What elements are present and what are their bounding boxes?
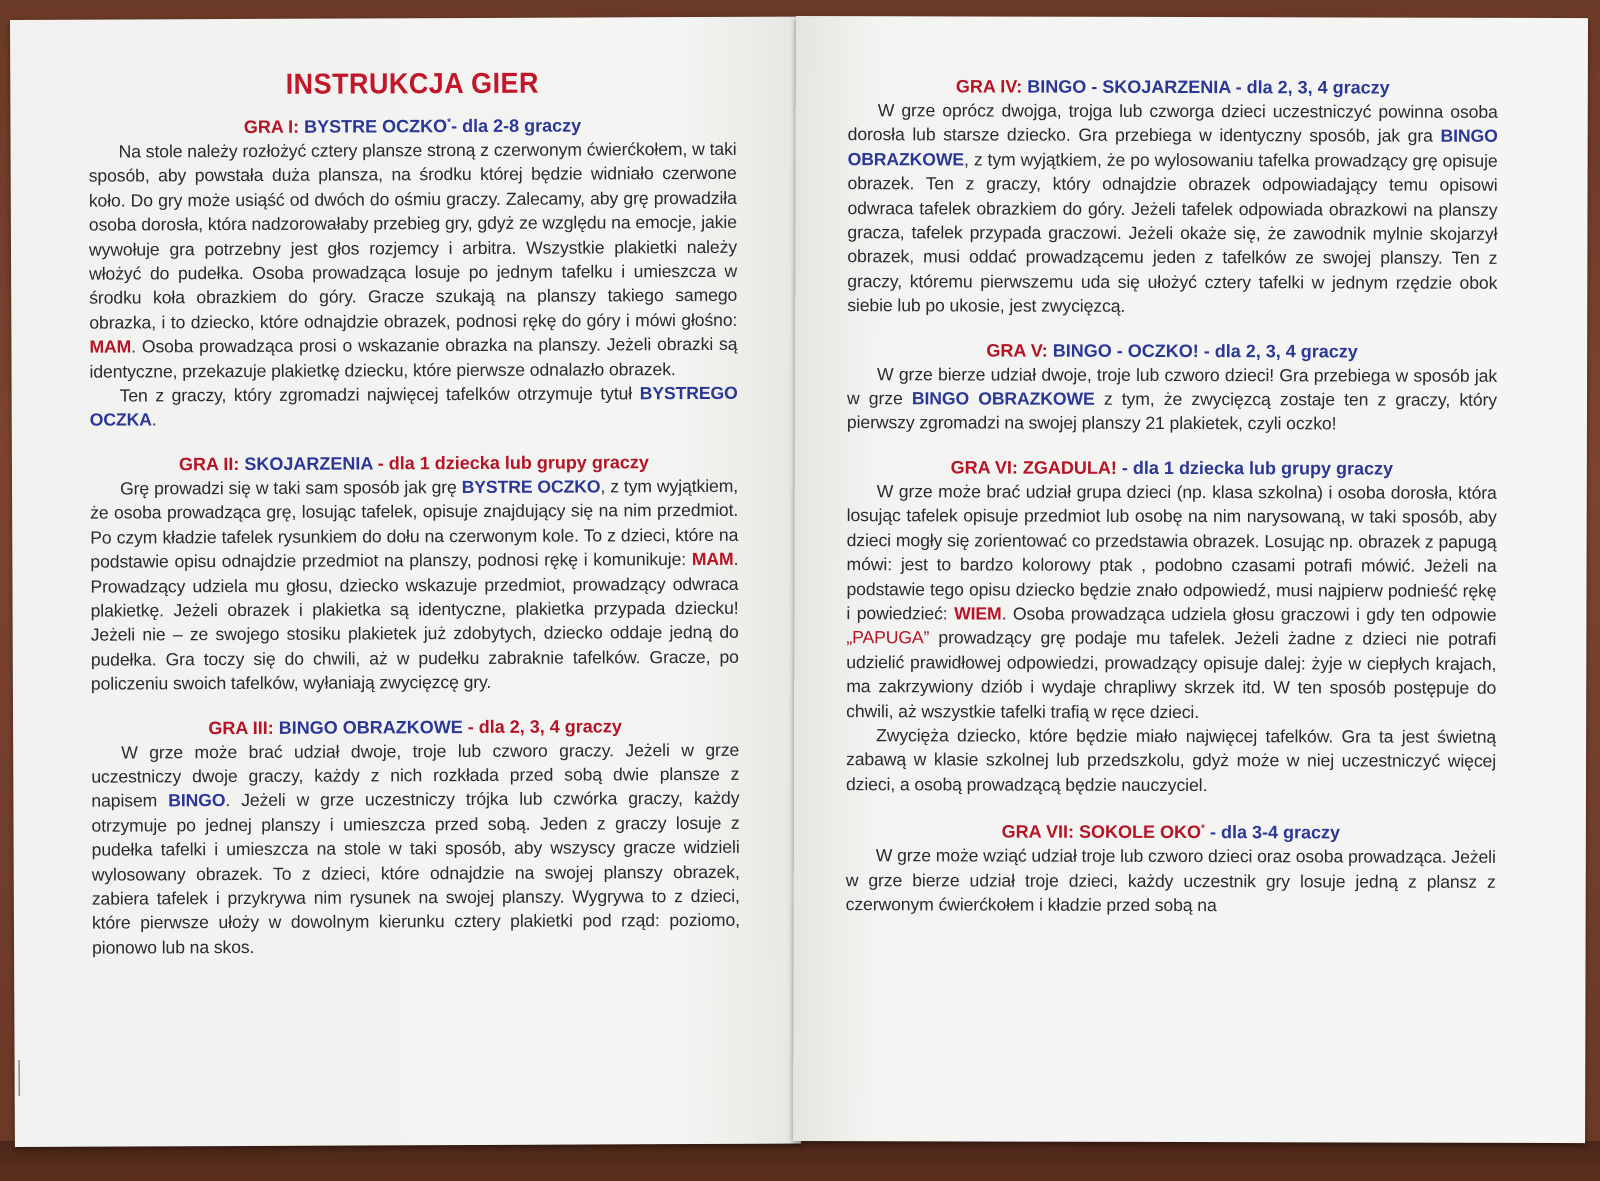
game2-number: GRA II: bbox=[178, 453, 240, 475]
game7-players: - dla 3-4 graczy bbox=[1209, 822, 1341, 843]
page-edge-mark bbox=[19, 1060, 20, 1096]
game3-heading bbox=[91, 713, 739, 740]
game3-players: - dla 2, 3, 4 graczy bbox=[467, 715, 622, 737]
keyword-papuga: „PAPUGA” bbox=[846, 627, 930, 648]
game3-paragraph-1: W grze może brać udział dwoje, troje lub czworo graczy. Jeżeli w grze uczestniczy dwoje graczy, każdy z nich rozkłada przed sobą dwie plansze z napisem BINGO. Jeżeli w grze uczestniczy trójka lub czwórka graczy, każdy otrzymuje po jednej planszy i umieszcza przed sobą. Jeden z graczy losuje z pudełka tafelki i umieszcza na stole w taki sposób, aby wszyscy gracze widzieli wylosowany obrazek. To z dzieci, które odnajdzie na swojej planszy obrazek, zabiera tafelek i przykrywa nim rysunek na swojej planszy. Wygrywa to z dzieci, które pierwsze ułoży w dowolnym kierunku cztery plakietki pod rząd: poziomo, pionowo lub na skos. bbox=[91, 739, 740, 958]
game1-heading bbox=[88, 110, 736, 140]
game7-heading bbox=[846, 816, 1496, 845]
keyword-wiem: WIEM bbox=[954, 603, 1002, 624]
game6-paragraph-2: Zwycięża dziecko, które będzie miało najwięcej tafelków. Gra ta jest świetną zabawą w klasie szkolnej lub przedszkolu, gdyż może w niej uczestniczyć więcej dzieci, a osobą prowadzącą będzie nauczyciel. bbox=[845, 725, 1497, 795]
game5-paragraph-1: W grze bierze udział dwoje, troje lub czworo dzieci! Gra przebiega w sposób jak w grze BINGO OBRAZKOWE z tym, że zwycięzcą zostaje ten z graczy, który pierwszy zgromadzi na swojej planszy 21 plakietek, czyli oczko! bbox=[846, 363, 1498, 434]
game1-number: GRA I: bbox=[243, 116, 300, 137]
game5-name: BINGO - OCZKO! - dla 2, 3, 4 graczy bbox=[1052, 340, 1358, 362]
left-page-content bbox=[88, 67, 740, 960]
keyword-bystrego-oczka: BYSTREGO OCZKA bbox=[89, 382, 738, 431]
game5-number: GRA V: bbox=[986, 340, 1048, 361]
keyword-mam: MAM bbox=[691, 548, 734, 570]
keyword-bingo-obrazkowe: BINGO OBRAZKOWE bbox=[911, 388, 1095, 409]
game3-number: GRA III: bbox=[208, 717, 274, 738]
game2-paragraph-1: Grę prowadzi się w taki sam sposób jak grę BYSTRE OCZKO, z tym wyjątkiem, że osoba prowadząca grę, losując tafelek, opisuje znajdujący się na nim przedmiot. Po czym kładzie tafelek rysunkiem do dołu na czerwonym kole. To z dzieci, które na podstawie opisu odnajdzie przedmiot na planszy, podnosi rękę i komunikuje: MAM. Prowadzący udziela mu głosu, dziecko wskazuje przedmiot, prowadzący odwraca plakietkę. Jeżeli obrazek i plakietka są identyczne, plakietka przypada dziecku! Jeżeli nie – ze swojego stosiku plakietek już zdobytych, dziecko oddaje jedną do pudełka. Gra toczy się do chwili, aż w pudełku zabraknie tafelków. Gracze, po policzeniu swoich tafelków, wyłaniają zwycięzcę gry. bbox=[90, 475, 739, 694]
game6-players: - dla 1 dziecka lub grupy graczy bbox=[1121, 457, 1394, 479]
game4-paragraph-1: W grze oprócz dwojga, trojga lub czworga dzieci uczestniczyć powinna osoba dorosła lub starsze dziecko. Gra przebiega w identyczny sposób, jak gra BINGO OBRAZKOWE, z tym wyjątkiem, że po wylosowaniu tafelka prowadzący grę opisuje obrazek. Ten z graczy, który odnajdzie obrazek odpowiadający temu opisowi odwraca tafelek obrazkiem do góry. Jeżeli tafelek odpowiada obrazkowi na planszy gracza, tafelek przypada graczowi. Jeżeli okaże się, że zawodnik mylnie skojarzył obrazek, musi oddać prowadzącemu jeden z tafelków ze swojej planszy. Ten z graczy, któremu pierwszemu uda się ułożyć cztery tafelki w jednym rzędzie obok siebie lub po ukosie, jest zwycięzcą. bbox=[847, 100, 1498, 317]
game1-paragraph-2: Ten z graczy, który zgromadzi najwięcej tafelków otrzymuje tytuł BYSTREGO OCZKA. bbox=[89, 382, 738, 431]
game4-number: GRA IV: bbox=[955, 76, 1023, 97]
right-page-content bbox=[846, 74, 1498, 918]
keyword-bingo-obrazkowe: BINGO OBRAZKOWE bbox=[847, 126, 1498, 170]
game4-name: BINGO - SKOJARZENIA - dla 2, 3, 4 graczy bbox=[1027, 76, 1390, 98]
table-surface bbox=[0, 1141, 1600, 1181]
game7-paragraph-1: W grze może wziąć udział troje lub czworo dzieci oraz osoba prowadząca. Jeżeli w grze bierze udział troje dzieci, każdy uczestnik gry losuje jedną z plansz z czerwonym ćwierćkołem i kładzie przed sobą na bbox=[845, 845, 1496, 916]
page-title: INSTRUKCJA GIER bbox=[285, 67, 539, 101]
game2-name: SKOJARZENIA bbox=[244, 453, 373, 474]
game1-players: - dla 2-8 graczy bbox=[451, 115, 582, 137]
right-page bbox=[793, 16, 1588, 1143]
keyword-mam: MAM bbox=[89, 336, 132, 357]
game1-paragraph-1: Na stole należy rozłożyć cztery plansze stroną z czerwonym ćwierćkołem, w taki sposób, aby powstała duża plansza, na środku której będzie widniało czerwone koło. Do gry może usiąść od dwóch do ośmiu graczy. Zalecamy, aby grę prowadziła osoba dorosła, która nadzorowałaby przebieg gry, gdyż ze względu na emocje, jakie wywołuje gra potrzebny jest głos rozjemcy i arbitra. Wszystkie plakietki należy włożyć do pudełka. Osoba prowadząca losuje po jednym tafelku i umieszcza w środku koła obrazkiem do góry. Gracze szukają na planszy takiego samego obrazka, i to dziecko, które odnajdzie obrazek, podnosi rękę do góry i mówi głośno: MAM. Osoba prowadząca prosi o wskazanie obrazka na planszy. Jeżeli obrazki są identyczne, przekazuje plakietkę dziecku, które pierwsze odnalazło obrazek. bbox=[88, 138, 738, 382]
keyword-bystre-oczko: BYSTRE OCZKO bbox=[461, 476, 601, 497]
game5-heading bbox=[847, 338, 1497, 364]
left-page bbox=[10, 17, 801, 1147]
keyword-bingo: BINGO bbox=[168, 790, 226, 811]
game4-heading bbox=[848, 74, 1498, 100]
game2-players: - dla 1 dziecka lub grupy graczy bbox=[377, 452, 649, 474]
game6-paragraph-1: W grze może brać udział grupa dzieci (np. klasa szkolna) i osoba dorosła, która losując tafelek opisuje przedmiot lub osobę na nim narysowaną, w taki sposób, aby dzieci mogły się zorientować co przedstawia obrazek. Losując np. obrazek z papugą mówi: jest to bardzo kolorowy ptak , podobno czasami potrafi mówić. Jeżeli na podstawie tego opisu dziecko będzie znało odpowiedź, musi najpierw podnieść rękę i powiedzieć: WIEM. Osoba prowadząca udziela głosu graczowi i gdy ten odpowie „PAPUGA” prowadzący grę podaje mu tafelek. Jeżeli żadne z dzieci nie potrafi udzielić prawidłowej odpowiedzi, prowadzący opisuje dalej: żyje w ciepłych krajach, ma zakrzywiony dziób i wydaje chrapliwy skrzek itd. W ten sposób postępuje do chwili, aż wszystkie tafelki trafią w ręce dzieci. bbox=[846, 481, 1497, 722]
game6-heading bbox=[847, 455, 1497, 481]
game6-number: GRA VI: ZGADULA! bbox=[950, 457, 1117, 478]
game2-heading bbox=[90, 450, 738, 477]
game1-name: BYSTRE OCZKO* bbox=[304, 116, 452, 137]
game3-name: BINGO OBRAZKOWE bbox=[278, 716, 463, 738]
game7-number: GRA VII: SOKOLE OKO* bbox=[1001, 821, 1205, 843]
